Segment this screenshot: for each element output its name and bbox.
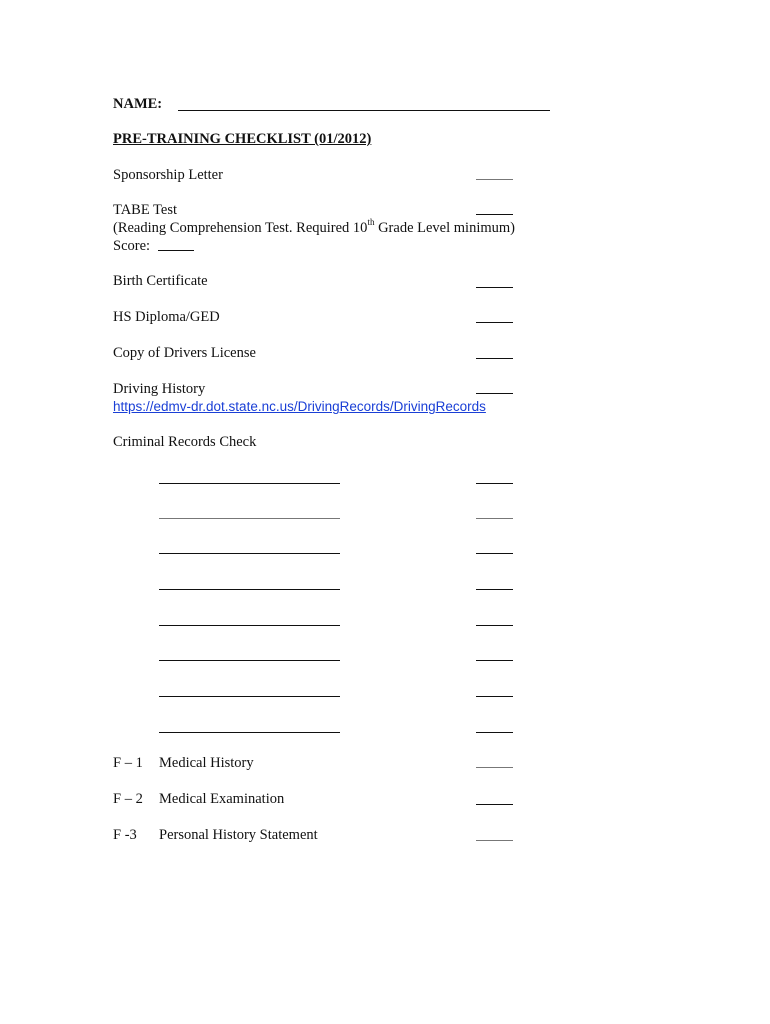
form-label-personal-history: Personal History Statement — [159, 827, 318, 843]
form-label-medical-history: Medical History — [159, 755, 254, 771]
sponsorship-check-blank[interactable] — [476, 179, 513, 180]
record-name-blank[interactable] — [159, 483, 340, 484]
item-birth-certificate: Birth Certificate — [113, 273, 208, 289]
record-name-blank[interactable] — [159, 732, 340, 733]
item-sponsorship-letter: Sponsorship Letter — [113, 167, 223, 183]
personal-history-check-blank[interactable] — [476, 840, 513, 841]
form-code: F – 1 — [113, 755, 143, 771]
item-hs-diploma: HS Diploma/GED — [113, 309, 220, 325]
item-tabe-test: TABE Test — [113, 202, 178, 218]
driving-records-link[interactable]: https://edmv-dr.dot.state.nc.us/DrivingRecords/DrivingRecords — [113, 399, 486, 414]
form-code: F -3 — [113, 827, 137, 843]
record-check-blank[interactable] — [476, 483, 513, 484]
record-check-blank[interactable] — [476, 518, 513, 519]
tabe-note-pre: (Reading Comprehension Test. Required 10 — [113, 220, 368, 236]
hs-diploma-check-blank[interactable] — [476, 322, 513, 323]
drivers-license-check-blank[interactable] — [476, 358, 513, 359]
record-check-blank[interactable] — [476, 660, 513, 661]
tabe-note-post: Grade Level minimum) — [374, 220, 515, 236]
form-label-medical-examination: Medical Examination — [159, 791, 285, 807]
medical-examination-check-blank[interactable] — [476, 804, 513, 805]
record-check-blank[interactable] — [476, 696, 513, 697]
form-code: F – 2 — [113, 791, 143, 807]
record-check-blank[interactable] — [476, 589, 513, 590]
record-name-blank[interactable] — [159, 518, 340, 519]
record-check-blank[interactable] — [476, 732, 513, 733]
name-label: NAME: — [113, 96, 163, 112]
record-check-blank[interactable] — [476, 553, 513, 554]
tabe-note — [113, 217, 515, 236]
tabe-note-sup: th — [367, 217, 375, 228]
driving-history-check-blank[interactable] — [476, 393, 513, 394]
tabe-check-blank[interactable] — [476, 214, 513, 215]
record-name-blank[interactable] — [159, 625, 340, 626]
record-name-blank[interactable] — [159, 553, 340, 554]
birth-certificate-check-blank[interactable] — [476, 287, 513, 288]
record-name-blank[interactable] — [159, 589, 340, 590]
record-name-blank[interactable] — [159, 660, 340, 661]
item-driving-history: Driving History — [113, 381, 206, 397]
checklist-title: PRE-TRAINING CHECKLIST (01/2012) — [113, 131, 372, 147]
record-check-blank[interactable] — [476, 625, 513, 626]
score-label: Score: — [113, 238, 151, 254]
item-criminal-records: Criminal Records Check — [113, 434, 257, 450]
medical-history-check-blank[interactable] — [476, 767, 513, 768]
record-name-blank[interactable] — [159, 696, 340, 697]
score-blank[interactable] — [158, 250, 194, 251]
item-drivers-license: Copy of Drivers License — [113, 345, 256, 361]
name-field[interactable] — [178, 110, 550, 111]
